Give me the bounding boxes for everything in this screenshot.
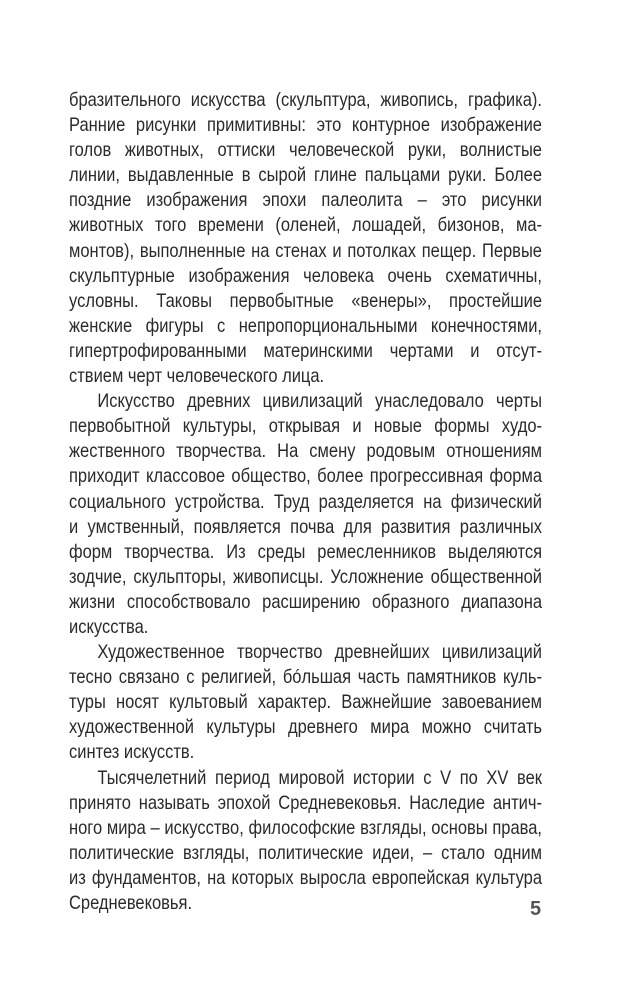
text-line: скульптурные изображения человека очень схематичны, bbox=[69, 265, 542, 287]
text-line: Средневековья. bbox=[69, 893, 193, 914]
paragraph-4 bbox=[69, 766, 542, 917]
text-line: и умственный, появляется почва для развития различных bbox=[69, 516, 542, 538]
text-line: первобытной культуры, открывая и новые формы худо- bbox=[69, 416, 542, 438]
text-line: приходит классовое общество, более прогрессивная форма bbox=[69, 466, 542, 488]
text-line: женские фигуры с непропорциональными конечностями, bbox=[69, 315, 542, 337]
text-line: ствием черт человеческого лица. bbox=[69, 366, 325, 388]
text-line: синтез искусств. bbox=[69, 742, 195, 764]
text-line: гипертрофированными материнскими чертами и отсут- bbox=[69, 340, 542, 362]
paragraph-2 bbox=[69, 389, 542, 640]
text-line: форм творчества. Из среды ремесленников выделяются bbox=[69, 541, 542, 563]
text-line: бразительного искусства (скульптура, живопись, графика). bbox=[69, 90, 542, 111]
page-number: 5 bbox=[530, 898, 542, 920]
text-line: социального устройства. Труд разделяется на физический bbox=[69, 491, 542, 513]
text-line: искусства. bbox=[69, 616, 149, 638]
text-line: Художественное творчество древнейших цивилизаций bbox=[97, 642, 542, 664]
text-line: политические взгляды, политические идеи, – стало одним bbox=[69, 842, 542, 864]
paragraph-1 bbox=[69, 88, 542, 389]
paragraph-3 bbox=[69, 640, 542, 765]
text-line: ного мира – искусство, философские взгляды, основы права, bbox=[69, 817, 542, 839]
text-line: Тысячелетний период мировой истории с V по XV век bbox=[97, 767, 542, 789]
text-line: зодчие, скульпторы, живописцы. Усложнение общественной bbox=[69, 566, 542, 588]
text-line: животных того времени (оленей, лошадей, бизонов, ма- bbox=[69, 215, 542, 237]
text-line: Искусство древних цивилизаций унаследовало черты bbox=[97, 391, 542, 413]
text-line: линии, выдавленные в сырой глине пальцами руки. Более bbox=[69, 165, 542, 187]
text-line: туры носят культовый характер. Важнейшие завоеванием bbox=[69, 692, 542, 714]
text-line: художественной культуры древнего мира можно считать bbox=[69, 717, 542, 739]
text-line: жественного творчества. На смену родовым отношениям bbox=[69, 441, 542, 463]
text-line: принято называть эпохой Средневековья. Наследие антич- bbox=[69, 792, 542, 814]
text-line: из фундаментов, на которых выросла европейская культура bbox=[69, 867, 542, 889]
text-line: условны. Таковы первобытные «венеры», простейшие bbox=[69, 290, 542, 312]
text-line: Ранние рисунки примитивны: это контурное изображение bbox=[69, 115, 542, 137]
text-line: жизни способствовало расширению образного диапазона bbox=[69, 591, 542, 613]
page-body bbox=[69, 88, 542, 916]
text-line: тесно связано с религией, бóльшая часть памятников куль- bbox=[69, 667, 542, 689]
text-line: поздние изображения эпохи палеолита – это рисунки bbox=[69, 190, 542, 212]
text-line: монтов), выполненные на стенах и потолках пещер. Первые bbox=[69, 240, 542, 262]
text-line: голов животных, оттиски человеческой руки, волнистые bbox=[69, 140, 542, 162]
